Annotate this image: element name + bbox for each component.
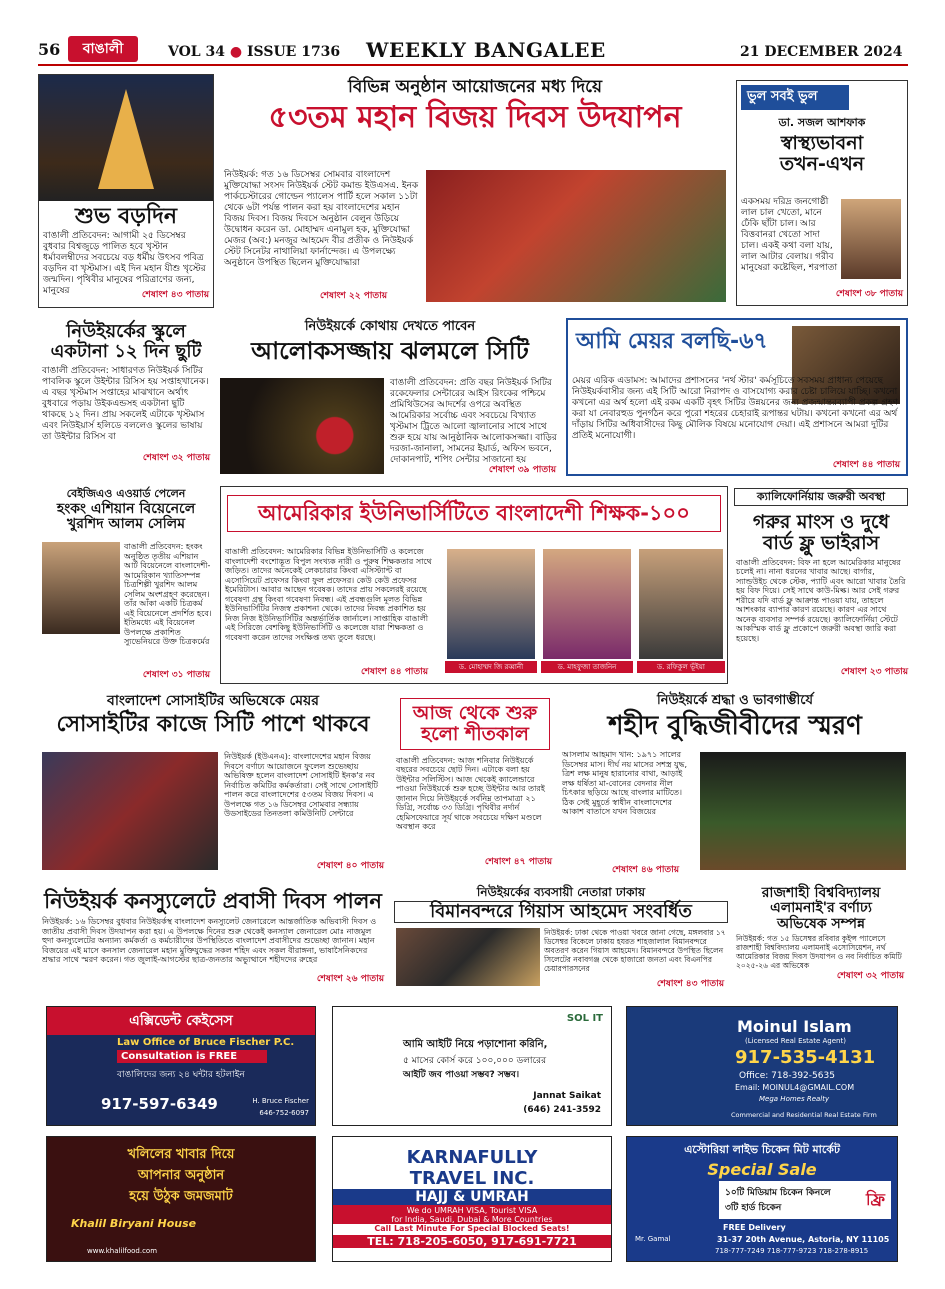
ad2-q3: আইটি জব পাওয়া সম্ভব? সম্ভব। <box>403 1070 520 1080</box>
award-title1: হংকং এশিয়ান বিয়েনেলে <box>56 501 196 518</box>
ad-astoria-chicken[interactable] <box>626 1136 898 1262</box>
ad1-free: Consultation is FREE <box>117 1050 267 1063</box>
ad2-q1: আমি আইটি নিয়ে পড়াশোনা করিনি, <box>403 1039 548 1050</box>
rajshahi-title2: এলামনাই'র বর্ণাঢ্য <box>770 900 872 917</box>
gias-photo <box>396 928 540 986</box>
ad3-co: Mega Homes Realty <box>759 1095 830 1103</box>
ad2-q2: ৫ মাসের কোর্স করে ১০০,০০০ ডলারের <box>403 1056 547 1066</box>
winter-title2: হলো শীতকাল <box>421 722 529 745</box>
school-title: নিউইয়র্কের স্কুলে একটানা ১২ দিন ছুটি <box>50 321 202 362</box>
ad6-del: FREE Delivery <box>723 1223 786 1232</box>
ad5-t2: TRAVEL INC. <box>409 1168 535 1189</box>
martyr-story <box>562 690 908 876</box>
martyr-cont: শেষাংশ ৪৬ পাতায় <box>612 865 680 875</box>
ad5-t4: We do UMRAH VISA, Tourist VISA <box>333 1205 611 1215</box>
teachers-body: বাঙালী প্রতিবেদন: আমেরিকার বিভিন্ন ইউনিভার্সিটি ও কলেজে বাংলাদেশী বংশোদ্ভূত বিপুল সংখ্যক নারী ও পুরুষ শিক্ষকতার সাথে জড়িত। তাদের অনেকেই লেকচারার কিংবা এসিস্ট্যান্ট বা এসোসিয়েট প্রফেসর কিংবা ফুল প্রফেসর। কেউ কেউ প্রফেসর ইমেরিটাস। আবার আছেন গবেষক। তাদের প্রায় সকলেরই রয়েছে গবেষণা গ্রন্থ কিংবা গবেষণা নিবন্ধ। এই প্রবন্ধগুলি মূলত বিভিন্ন ইউনিভার্সিটির নিজস্ব প্রকাশনা থেকে। তাদের নিবন্ধ প্রকাশিত হয় নিজ নিজ ইউনিভার্সিটির অন্তর্ভার্তিক জার্নালে। সাপ্তাহিক বাঙালী এই সিরিজে বেশকিছু ইউনিভার্সিটি ও কলেজে যারা শিক্ষকতা ও গবেষণা করেন তাদের সংক্ষিপ্ত তথ্য তুলে ধরছে। <box>225 547 432 642</box>
teacher-photo-2 <box>543 549 631 659</box>
ad6-name: Mr. Gamal <box>635 1235 671 1243</box>
teacher-caption-2: ড. মাহফুজা তাজনিন <box>541 661 633 673</box>
society-title: সোসাইটির কাজে সিটি পাশে থাকবে <box>56 712 370 738</box>
ad5-t1: KARNAFULLY <box>406 1147 538 1168</box>
consulate-cont: শেষাংশ ২৬ পাতায় <box>316 974 384 985</box>
birdflu-kicker: ক্যালিফোর্নিয়ায় জরুরী অবস্থা <box>734 488 908 506</box>
school-story <box>38 316 214 476</box>
lights-title: আলোকসজ্জায় ঝলমলে সিটি <box>251 337 529 366</box>
ad5-t5: for India, Saudi, Dubai & More Countries <box>333 1215 611 1224</box>
gias-title: বিমানবন্দরে গিয়াস আহমেদ সংবর্ধিত <box>394 901 728 923</box>
award-title2: খুরশিদ আলম সেলিম <box>67 516 185 533</box>
mayor-body: মেয়র এরিক এডামস: আমাদের প্রশাসনের 'নর্থ স্টার' কর্মসূচিতে সবসময় প্রাধান্য পেয়েছে নিউইয়র্কবাসীর জন্য এই সিটি আরো নিরাপদ ও বাসযোগ্য করার চেষ্টা চালিয়ে যাচ্ছি। কখনো কখনো এর অর্থ হলো এই রকম একটি বৃহৎ সিটির উন্নয়নের জন্য প্রজন্মান্তরব্যাপী প্রকল্প গ্রহণ করা যা নেবারহুড পুনর্গঠন করে পুরো শহরের চেহারাই রূপান্তর ঘটায়। কখনো কখনো এর অর্থ দাঁড়ায় সিটির অধিবাসীদের কিছু মৌলিক বিষয়ে মনোযোগ দেয়া। এই প্রশাসনে আমরা দুটির প্রতিই মনোযোগী। <box>572 376 898 441</box>
health-cont: শেষাংশ ৩৮ পাতায় <box>835 289 903 299</box>
teacher-photo-3 <box>639 549 723 659</box>
ad2-phone: (646) 241-3592 <box>523 1105 601 1115</box>
ad6-head: এস্টোরিয়া লাইভ চিকেন মিট মার্কেট <box>684 1143 840 1156</box>
health-kicker: ভুল সবই ভুল <box>741 85 849 110</box>
gias-kicker: নিউইয়র্কের ব্যবসায়ী নেতারা ঢাকায় <box>476 885 646 899</box>
issue-date: 21 DECEMBER 2024 <box>740 44 903 60</box>
victory-kicker: বিভিন্ন অনুষ্ঠান আয়োজনের মধ্য দিয়ে <box>348 77 602 97</box>
gias-story <box>394 884 728 988</box>
society-body: নিউইয়র্ক (ইউএনএ): বাংলাদেশের মহান বিজয় দিবসে বর্ণাঢ্য আয়োজনে ফুলেল শুভেচ্ছায় অভিষিক্ত হলেন বাংলাদেশ সোসাইটি ইনক'র নব নির্বাচিত কমিটির কর্মকর্তারা। সেই সাথে সোসাইটি পালন করে বাংলাদেশের ৫৩তম বিজয় দিবস। এ উপলক্ষে গত ১৬ ডিসেম্বর সোমবার সন্ধ্যায় উডসাইডের তিনতলা কমিউনিটি সেন্টারে <box>224 752 379 818</box>
ad6-free: ফ্রি <box>865 1190 885 1209</box>
teacher-caption-3: ড. রফিকুল ভূঁইয়া <box>637 661 725 673</box>
lights-kicker: নিউইয়র্কে কোথায় দেখতে পাবেন <box>304 319 476 334</box>
winter-title1: আজ থেকে শুরু <box>412 702 538 724</box>
birdflu-title2: বার্ড ফ্লু ভাইরাস <box>762 531 880 554</box>
ad5-t6: Call Last Minute For Special Blocked Seats! <box>374 1224 570 1233</box>
school-body: বাঙালী প্রতিবেদন: সাধারণত নিউইয়র্ক সিটির পাবলিক স্কুলে উইন্টার রিসিস হয় সপ্তাহখানেক। এ বছর খৃস্টমাস সপ্তাহের মাঝখানে অর্থাৎ বুধবারে পড়ায় উইকএন্ডসহ একটানা ছুটি থাকছে ১২ দিন। প্রায় সকলেই এটাকে খৃস্টমাস এবং নিউইয়ার্স হলিডে বললেও স্কুলের ভাষায় তা উইন্টার রিসিস বা <box>42 365 209 442</box>
ad4-head3: হয়ে উঠুক জমজমাট <box>129 1189 233 1204</box>
ad4-name: Khalil Biryani House <box>71 1217 197 1230</box>
victory-story <box>220 74 730 308</box>
consulate-body: নিউইয়র্ক: ১৬ ডিসেম্বর বুধবার নিউইয়র্কস্থ বাংলাদেশ কনস্যুলেট জেনারেলে আন্তর্জাতিক অভিবাসী দিবস ও জাতীয় প্রবাসী দিবস উদযাপন করা হয়। এ উপলক্ষে দিনের শুরু থেকেই কনস্যাল জেনারেল মোঃ নাজমুল হুদা কনস্যুলেটের অন্যান্য কর্মকর্তা ও কর্মচারীদের উপস্থিতিতে বাংলাদেশ প্রবাসীদের শুভেচ্ছা জানান। মহান বিজয়ের এই মাসে কনসাল জেনারেল মহান মুক্তিযুদ্ধের সকল শহিদ এবং সকল বীরাঙ্গনা, ভাষাসৈনিকদের শ্রদ্ধার সাথে স্মরণ করেন। গত জুলাই-আগস্টের ছাত্র-জনতার অভ্যুত্থানে শহীদদের রুহের <box>42 917 377 965</box>
paper-logo: বাঙালী <box>68 36 138 62</box>
xmas-cont: শেষাংশ ৪৩ পাতায় <box>141 290 209 301</box>
ad3-name: Moinul Islam <box>737 1017 852 1036</box>
rajshahi-title3: অভিষেক সম্পন্ন <box>776 915 866 932</box>
victory-body: নিউইয়র্ক: গত ১৬ ডিসেম্বর সোমবার বাংলাদেশ মুক্তিযোদ্ধা সংসদ নিউইয়র্ক স্টেট কমান্ড ইউএসএ. ইনক পার্কচেস্টারের গোল্ডেন প্যালেস পার্টি হলে সকাল ১১টা থেকে ৬টা পর্যন্ত পালন করা হয় বাংলাদেশের মহান বিজয় দিবস। বিজয় দিবসে অনুষ্ঠান বেলুন উড়িয়ে উদ্বোধন করেন ডা. মোহাম্মদ এনামুল হক, মুক্তিযোদ্ধা মেজর (অব:) মনজুর আহমেদ বীর প্রতীক ও নিউইয়র্ক স্টেট সিনেটর নাথালিয়া ফার্নান্দেজ। এ উপলক্ষ্যে অনুষ্ঠানে উপস্থিত ছিলেন মুক্তিযোদ্ধারা <box>224 170 419 268</box>
page-number: 56 <box>38 40 61 59</box>
award-kicker: বেইজিএও এওয়ার্ড পেলেন <box>66 487 186 500</box>
ad1-head: এক্সিডেন্ট কেইসেস <box>47 1007 315 1035</box>
society-story <box>38 690 388 876</box>
ad-moinul-realty[interactable] <box>626 1006 898 1126</box>
ad3-phone: 917-535-4131 <box>735 1047 876 1068</box>
ad-karnafully-travel[interactable] <box>332 1136 612 1262</box>
martyr-kicker: নিউইয়র্কে শ্রদ্ধা ও ভাবগাম্ভীর্যে <box>657 693 813 708</box>
ad-law-office[interactable] <box>46 1006 316 1126</box>
award-cont: শেষাংশ ৩১ পাতায় <box>142 670 210 680</box>
ad2-logo: SOL IT <box>566 1013 603 1024</box>
birdflu-title1: গরুর মাংস ও দুধে <box>752 511 890 534</box>
ad3-role: (Licensed Real Estate Agent) <box>745 1037 846 1045</box>
ad5-tel: TEL: 718-205-6050, 917-691-7721 <box>333 1235 611 1248</box>
ad-khalil-biryani[interactable] <box>46 1136 316 1262</box>
rajshahi-title1: রাজশাহী বিশ্ববিদ্যালয় <box>761 885 881 901</box>
martyr-photo <box>700 752 906 870</box>
ad6-offer-box <box>719 1181 891 1219</box>
consulate-story <box>38 884 388 988</box>
ad3-office: Office: 718-392-5635 <box>739 1071 835 1081</box>
society-photo <box>42 752 218 870</box>
xmas-title: শুভ বড়দিন <box>75 204 177 229</box>
author-photo <box>841 199 901 279</box>
ad3-tag: Commercial and Residential Real Estate Firm <box>731 1111 877 1119</box>
ad6-offer1: ১০টি মিডিয়াম চিকেন কিনলে <box>725 1188 831 1198</box>
ad1-name: H. Bruce Fischer <box>252 1097 309 1105</box>
mayor-title: আমি মেয়র বলছি-৬৭ <box>576 329 768 354</box>
teachers-cont: শেষাংশ ৪৪ পাতায় <box>361 667 429 677</box>
ad4-head1: খলিলের খাবার দিয়ে <box>127 1147 235 1162</box>
health-title2: তখন-এখন <box>779 152 865 175</box>
ad3-email: Email: MOINUL4@GMAIL.COM <box>735 1083 855 1092</box>
xmas-tree-photo <box>39 75 213 201</box>
gias-cont: শেষাংশ ৪৩ পাতায় <box>656 979 724 989</box>
health-story <box>736 80 908 306</box>
martyr-title: শহীদ বুদ্ধিজীবীদের স্মরণ <box>608 711 862 742</box>
birdflu-story <box>734 484 908 684</box>
teacher-photo-1 <box>447 549 535 659</box>
ad6-addr: 31-37 20th Avenue, Astoria, NY 11105 <box>717 1235 890 1244</box>
teacher-caption-1: ড. মোহাম্মদ জি রব্বানী <box>445 661 537 673</box>
birdflu-cont: শেষাংশ ২৩ পাতায় <box>840 666 908 677</box>
health-body: একসময় দরিদ্র জনগোষ্ঠী লাল চাল খেতো, মানে ঢেঁকি ছাঁটা চাল। আর বিত্তবানরা খেতো সাদা চাল। একই কথা বলা যায়, লাল আটার বেলায়। গরীব মানুষেরা কষ্টেছিল, শরপাতা <box>741 197 838 273</box>
ad4-site: www.khalilfood.com <box>87 1247 158 1255</box>
artist-photo <box>42 542 120 634</box>
rajshahi-cont: শেষাংশ ৩২ পাতায় <box>836 971 904 982</box>
ad-sol-it[interactable] <box>332 1006 612 1126</box>
ad1-line: বাঙালিদের জন্য ২৪ ঘন্টার হটলাইন <box>117 1070 245 1080</box>
xmas-body: বাঙালী প্রতিবেদন: আগামী ২৫ ডিসেম্বর বুধবার বিশ্বজুড়ে পালিত হবে খৃস্টান ধর্মাবলম্বীদের সবচেয়ে বড় ধর্মীয় উৎসব পবিত্র বড়দিন বা খৃস্টমাস। এই দিন মহান যীশু খৃস্টের জন্মদিন। পৃথিবীর মানুষের পরিত্রাণের জন্য, মানুষের <box>43 231 206 297</box>
xmas-story <box>38 74 214 308</box>
victory-photo <box>426 170 726 302</box>
ad1-num: 646-752-6097 <box>259 1109 309 1117</box>
ad5-t3: HAJJ & UMRAH <box>333 1189 611 1205</box>
rajshahi-story <box>734 884 908 988</box>
ad6-offer2: ৩টি হার্ড চিকেন <box>725 1203 782 1213</box>
rajshahi-body: নিউইয়র্ক: গত ১৫ ডিসেম্বর রবিবার কুইন্স প্যালেসে রাজশাহী বিশ্ববিদ্যালয় এলামনাই এসোসিয়েশন, নর্থ আমেরিকার বিজয় দিবস উদযাপন ও নব নির্বাচিত কমিটি ২০২৫-২৬ এর অভিষেক <box>736 934 902 971</box>
award-body: বাঙালী প্রতিবেদন: হংকং অনুষ্ঠিত তৃতীয় এশিয়ান আর্ট বিয়েনেলে বাংলাদেশী-আমেরিকান খ্যাতিসম্পন্ন চিত্রশিল্পী খুরশিদ আলম সেলিম অংশগ্রহণ করেছেন। তাঁর আঁকা একটি চিত্রকর্ম এই বিয়েনেলে প্রদর্শিত হবে। ইতিমধ্যে এই বিয়েনেল উপলক্ষে প্রকাশিত স্যুভেনিয়রে উক্ত চিত্রকর্মের <box>124 542 212 646</box>
consulate-title: নিউইয়র্ক কনস্যুলেটে প্রবাসী দিবস পালন <box>44 889 382 913</box>
lights-body: বাঙালী প্রতিবেদন: প্রতি বছর নিউইয়র্ক সিটির রকেফেলার সেন্টারের আইস রিংকের পশ্চিমে প্রমিথিউসের আদর্শের ওপরে অবস্থিত আমেরিকার সর্বোচ্চ এবং সবচেয়ে বিখ্যাত খৃস্টমাস ট্রিতে আলো জ্বালানোর সাথে সাথে শুরু হয়ে যায় আনুষ্ঠানিক আলোকসজ্জা। বাড়ির দরজা-জানালা, সামনের ইয়ার্ড, অফিস ভবনে, দোকানপাট, শপিং সেন্টার সাজানো হয় <box>390 378 557 465</box>
mayor-cont: শেষাংশ ৪৪ পাতায় <box>832 460 900 470</box>
winter-cont: শেষাংশ ৪৭ পাতায় <box>484 856 552 867</box>
victory-title: ৫৩তম মহান বিজয় দিবস উদযাপন <box>268 99 682 135</box>
society-kicker: বাংলাদেশ সোসাইটির অভিষেকে মেয়র <box>107 693 319 709</box>
winter-title-box <box>400 698 550 750</box>
school-cont: শেষাংশ ৩২ পাতায় <box>142 452 210 463</box>
winter-body: বাঙালী প্রতিবেদন: আজ শনিবার নিউইয়র্কে বছরের সবচেয়ে ছোট দিন। এটাকে বলা হয় উইন্টার সলিস্টিস। আজ থেকেই ক্যালেন্ডারে পাওয়া নিউইয়র্কে শুরু হচ্ছে উইন্টার আর তারই জানান দিয়ে নিউইয়র্কে সর্বনিম্ন তাপমাত্রা ২১ ডিগ্রি, সর্বোচ্চ ৩৩ ডিগ্রি। পৃথিবীর নর্দার্ন হেমিসফেয়ারে সূর্য থাকে সবচেয়ে দক্ষিণ মণ্ডলে অবস্থান করে <box>396 755 545 832</box>
lights-story <box>220 316 560 476</box>
ad1-phone: 917-597-6349 <box>101 1095 218 1113</box>
society-cont: শেষাংশ ৪০ পাতায় <box>316 861 384 871</box>
martyr-body: আসলাম আহমাদ খান: ১৯৭১ সালের ডিসেম্বর মাস। দীর্ঘ নয় মাসের সশস্ত্র যুদ্ধ, ত্রিশ লক্ষ মানুষ হারানোর বাথা, আড়াই লক্ষ ধর্ষিতা মা-বোনের বেদনার নীল চিৎকার ছড়িয়ে আছে বাংলার মাটিতে। ঠিক সেই মুহূর্তে স্বাধীন বাংলাদেশের আকাশ বাতাসে যখন বিজয়ের <box>562 750 688 816</box>
teachers-title: আমেরিকার ইউনিভার্সিটিতে বাংলাদেশী শিক্ষক-১০০ <box>227 495 721 532</box>
health-title1: স্বাস্থ্যভাবনা <box>780 132 864 154</box>
mayor-story <box>566 318 908 476</box>
ad1-firm: Law Office of Bruce Fischer P.C. <box>117 1037 295 1048</box>
award-story <box>38 484 214 684</box>
volume-issue: VOL 34 ● ISSUE 1736 <box>168 44 341 60</box>
ad6-sale: Special Sale <box>707 1160 817 1179</box>
victory-cont: শেষাংশ ২২ পাতায় <box>320 291 388 301</box>
paper-name: WEEKLY BANGALEE <box>366 38 606 62</box>
ad2-name: Jannat Saikat <box>533 1091 601 1101</box>
ad6-tel: 718-777-7249 718-777-9723 718-278-8915 <box>715 1247 869 1255</box>
health-author: ডা. সজল আশফাক <box>778 116 866 129</box>
lights-photo <box>220 378 384 474</box>
birdflu-body: বাঙালী প্রতিবেদন: বিফ না হলে আমেরিকার মানুষের চলেই না। নানা ধরনের খাবার আছে। বার্গার, স্যান্ডউইচ থেকে স্টেক, প্যাটি এবং আরো খাবার তৈরি হয় বিফ দিয়ে। সেই সাথে কাউ-মিল্ক। আর সেই গরুর শরীরে যদি বার্ড ফ্লু আক্রান্ত পাওয়া যায়, তাহলে আশংকার ব্যাপার কারণ রয়েছে। কারণ এর সাথে অনেক ব্যবসার সম্পর্ক রয়েছে। ক্যালিফোর্নিয়া স্টেটে আকস্মিক বার্ড ফ্লু প্রকোপে জরুরী অবস্থা জারি করা হয়েছে। <box>736 557 906 643</box>
lights-cont: শেষাংশ ৩৯ পাতায় <box>488 465 556 475</box>
ad4-head2: আপনার অনুষ্ঠান <box>137 1168 225 1183</box>
winter-story <box>394 692 556 876</box>
gias-body: নিউইয়র্ক: ঢাকা থেকে পাওয়া খবরে জানা গেছে, মঙ্গলবার ১৭ ডিসেম্বর বিকেলে ঢাকায় হযরত শাহজালাল বিমানবন্দরে অবতরণ করেন গিয়াস আহমেদ। বিমানবন্দরে উপস্থিত ছিলেন সিলেটের নবাবগঞ্জ থেকে হাজারো জনতা এবং বিএনপির চেয়ারপারসনের <box>544 928 726 973</box>
teachers-story <box>220 486 728 684</box>
